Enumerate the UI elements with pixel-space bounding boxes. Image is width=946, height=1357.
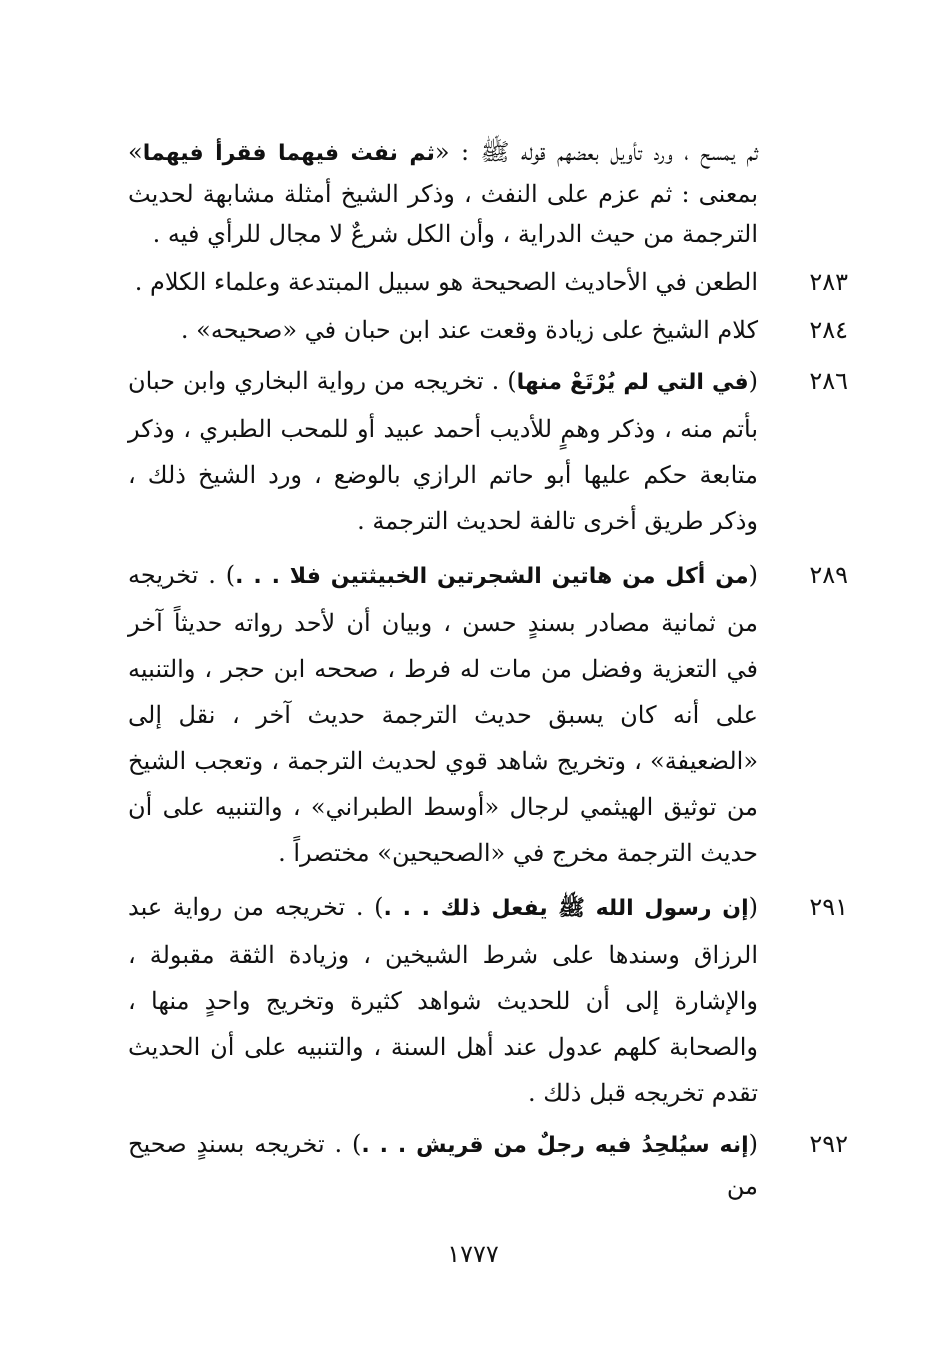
entry-open-paren: (: [748, 1130, 758, 1158]
entry-open-paren: (: [748, 893, 758, 921]
index-entry: [128, 358, 848, 544]
entry-number: ٢٨٤: [809, 316, 848, 344]
entry-number: ٢٨٣: [809, 268, 848, 296]
entry-text: [128, 310, 758, 350]
entry-text: [128, 884, 758, 1116]
entry-body: ) . تخريجه من رواية البخاري وابن حبان بأتم منه ، وذكر وهمٍ للأديب أحمد عبيد أو للمحب الطبري ، وذكر متابعة حكم عليها أبو حاتم الرازي بالوضع ، ورد الشيخ ذلك ، وذكر طريق أخرى تالفة لحديث الترجمة .: [128, 367, 758, 535]
entry-body: الطعن في الأحاديث الصحيحة هو سبيل المبتدعة وعلماء الكلام .: [134, 268, 758, 296]
intro-post: » بمعنى : ثم عزم على النفث ، وذكر الشيخ أمثلة مشابهة لحديث الترجمة من حيث الدراية ، وأن الكل شرعٌ لا مجال للرأي فيه .: [128, 138, 758, 248]
entry-hadith-title: إنه سيُلحِدُ فيه رجلٌ من قريش . . .: [361, 1133, 749, 1158]
entry-text: [128, 552, 758, 876]
entry-body: ) . تخريجه من ثمانية مصادر بسندٍ حسن ، وبيان أن لأحد رواته حديثاً آخر في التعزية وفضل من مات له فرط ، صححه ابن حجر ، والتنبيه على أنه كان يسبق حديث الترجمة حديث آخر ، نقل إلى «الضعيفة» ، وتخريج شاهد قوي لحديث الترجمة ، وتعجب الشيخ من توثيق الهيثمي لرجال «أوسط الطبراني» ، والتنبيه على أن حديث الترجمة مخرج في «الصحيحين» مختصراً .: [128, 561, 759, 867]
entry-body: كلام الشيخ على زيادة وقعت عند ابن حبان في «صحيحه» .: [180, 316, 758, 344]
index-entry: [128, 262, 848, 302]
entry-hadith-title: في التي لم يُرْتَعْ منها: [516, 370, 749, 395]
entry-number: ٢٨٩: [809, 561, 848, 589]
entry-number: ٢٨٦: [809, 367, 848, 395]
index-entry: [128, 1124, 848, 1206]
index-entry: [128, 310, 848, 350]
index-entry: [128, 552, 848, 876]
intro-pre: ثم يمسح ، ورد تأويل بعضهم قوله ﷺ : «: [434, 138, 759, 166]
index-entry: [128, 884, 848, 1116]
entry-hadith-title: من أكل من هاتين الشجرتين الخبيثتين فلا . . .: [235, 564, 749, 589]
entry-body: ) . تخريجه بسندٍ صحيح من: [128, 1130, 758, 1200]
entry-number: ٢٩١: [809, 893, 848, 921]
entry-open-paren: (: [748, 561, 758, 589]
entry-number: ٢٩٢: [809, 1130, 848, 1158]
index-page: [128, 132, 848, 1206]
entry-text: [128, 1124, 758, 1206]
continued-paragraph: [128, 132, 758, 254]
page-number: ١٧٧٧: [447, 1240, 499, 1268]
entry-hadith-title: إن رسول الله ﷺ يفعل ذلك . . .: [383, 896, 749, 921]
entry-open-paren: (: [748, 367, 758, 395]
entry-text: [128, 262, 758, 302]
entry-body: ) . تخريجه من رواية عبد الرزاق وسندها على شرط الشيخين ، وزيادة الثقة مقبولة ، والإشارة إلى أن للحديث شواهد كثيرة وتخريج واحدٍ منها ، والصحابة كلهم عدول عند أهل السنة ، والتنبيه على أن الحديث تقدم تخريجه قبل ذلك .: [128, 893, 758, 1107]
intro-quote: ثم نفث فيهما فقرأ فيهما: [142, 141, 435, 166]
entry-text: [128, 358, 758, 544]
